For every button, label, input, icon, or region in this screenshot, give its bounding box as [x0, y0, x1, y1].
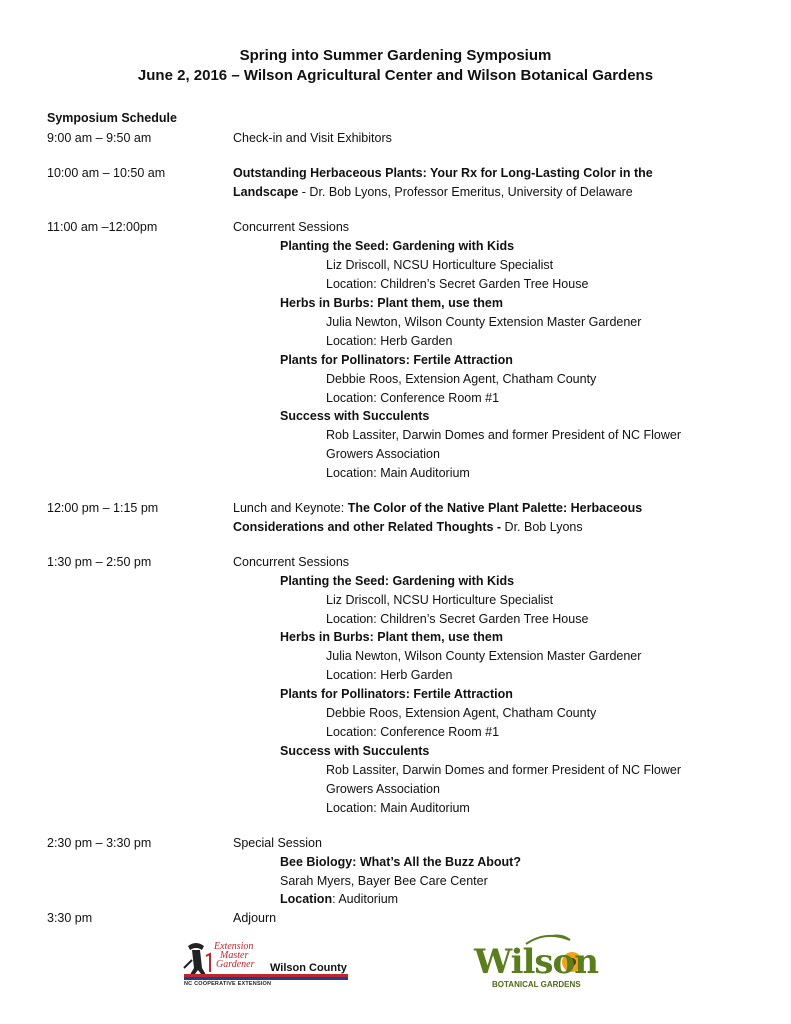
- session-title: Outstanding Herbaceous Plants: Your Rx for Long-Lasting Color in the: [233, 166, 653, 180]
- schedule-heading: Symposium Schedule: [47, 111, 177, 125]
- session-speaker: - Dr. Bob Lyons, Professor Emeritus, University of Delaware: [298, 185, 633, 199]
- wbg-name: Wilson: [474, 942, 598, 982]
- session-location: Location: Herb Garden: [326, 668, 453, 682]
- extension-master-gardener-logo: [178, 938, 348, 990]
- keynote-prefix: Lunch and Keynote:: [233, 501, 348, 515]
- session-speaker: Sarah Myers, Bayer Bee Care Center: [280, 874, 488, 888]
- session-title-end: Landscape: [233, 185, 299, 199]
- session-speaker: Rob Lassiter, Darwin Domes and former President of NC Flower: [326, 428, 681, 442]
- session-location: Location: Herb Garden: [326, 334, 453, 348]
- slot-event: Adjourn: [233, 911, 277, 925]
- keynote-line: [233, 500, 642, 516]
- session-location: Location: Main Auditorium: [326, 466, 470, 480]
- session-speaker: Liz Driscoll, NCSU Horticulture Specialist: [326, 593, 554, 607]
- session-title: Success with Succulents: [280, 744, 430, 758]
- ema-logo-line3: Gardener: [216, 959, 255, 970]
- slot-time: 10:00 am – 10:50 am: [47, 166, 166, 180]
- keynote-speaker: Dr. Bob Lyons: [504, 520, 583, 534]
- session-title: Plants for Pollinators: Fertile Attraction: [280, 687, 513, 701]
- session-speaker: Julia Newton, Wilson County Extension Master Gardener: [326, 649, 642, 663]
- session-title: Success with Succulents: [280, 409, 430, 423]
- session-location: Location: Children’s Secret Garden Tree House: [326, 612, 589, 626]
- session-speaker: Debbie Roos, Extension Agent, Chatham County: [326, 706, 597, 720]
- keynote-line-continued: [233, 519, 583, 535]
- location-label: Location: [280, 892, 333, 906]
- session-speaker-continued: Growers Association: [326, 782, 440, 796]
- session-speaker-continued: Growers Association: [326, 447, 440, 461]
- session-title: Planting the Seed: Gardening with Kids: [280, 239, 515, 253]
- slot-event: Check-in and Visit Exhibitors: [233, 131, 392, 145]
- slot-label: Special Session: [233, 836, 322, 850]
- ema-logo-line1: Extension: [214, 941, 254, 952]
- session-location: Location: Main Auditorium: [326, 801, 470, 815]
- slot-time: 11:00 am –12:00pm: [47, 220, 158, 234]
- session-location: Location: Conference Room #1: [326, 391, 500, 405]
- session-title: Herbs in Burbs: Plant them, use them: [280, 630, 503, 644]
- ema-blue-bar: [184, 977, 348, 980]
- slot-time: 1:30 pm – 2:50 pm: [47, 555, 152, 569]
- keynote-title-end: Considerations and other Related Thoughts -: [233, 520, 505, 534]
- session-title: Bee Biology: What’s All the Buzz About?: [280, 855, 521, 869]
- ema-county: Wilson County: [270, 962, 347, 974]
- session-title-continued: [233, 184, 633, 200]
- ema-logo-line2: Master: [220, 950, 249, 961]
- slot-time: 3:30 pm: [47, 911, 93, 925]
- session-speaker: Liz Driscoll, NCSU Horticulture Specialist: [326, 258, 554, 272]
- session-location: Location: Children’s Secret Garden Tree House: [326, 277, 589, 291]
- slot-label: Concurrent Sessions: [233, 220, 350, 234]
- location-value: : Auditorium: [332, 892, 399, 906]
- session-location: Location: Conference Room #1: [326, 725, 500, 739]
- slot-time: 12:00 pm – 1:15 pm: [47, 501, 159, 515]
- slot-label: Concurrent Sessions: [233, 555, 350, 569]
- session-location: [280, 891, 398, 907]
- session-speaker: Rob Lassiter, Darwin Domes and former President of NC Flower: [326, 763, 681, 777]
- session-title: Plants for Pollinators: Fertile Attraction: [280, 353, 513, 367]
- wilson-botanical-gardens-logo: [466, 930, 614, 996]
- wbg-sub: BOTANICAL GARDENS: [492, 980, 581, 989]
- session-speaker: Debbie Roos, Extension Agent, Chatham County: [326, 372, 597, 386]
- session-speaker: Julia Newton, Wilson County Extension Master Gardener: [326, 315, 642, 329]
- document-subtitle: June 2, 2016 – Wilson Agricultural Center and Wilson Botanical Gardens: [137, 67, 654, 84]
- document-title: Spring into Summer Gardening Symposium: [239, 47, 552, 64]
- session-title: Herbs in Burbs: Plant them, use them: [280, 296, 503, 310]
- slot-time: 9:00 am – 9:50 am: [47, 131, 152, 145]
- session-title: Planting the Seed: Gardening with Kids: [280, 574, 515, 588]
- ema-sub: NC COOPERATIVE EXTENSION: [184, 981, 272, 987]
- slot-time: 2:30 pm – 3:30 pm: [47, 836, 152, 850]
- keynote-title: The Color of the Native Plant Palette: Herbaceous: [347, 501, 643, 515]
